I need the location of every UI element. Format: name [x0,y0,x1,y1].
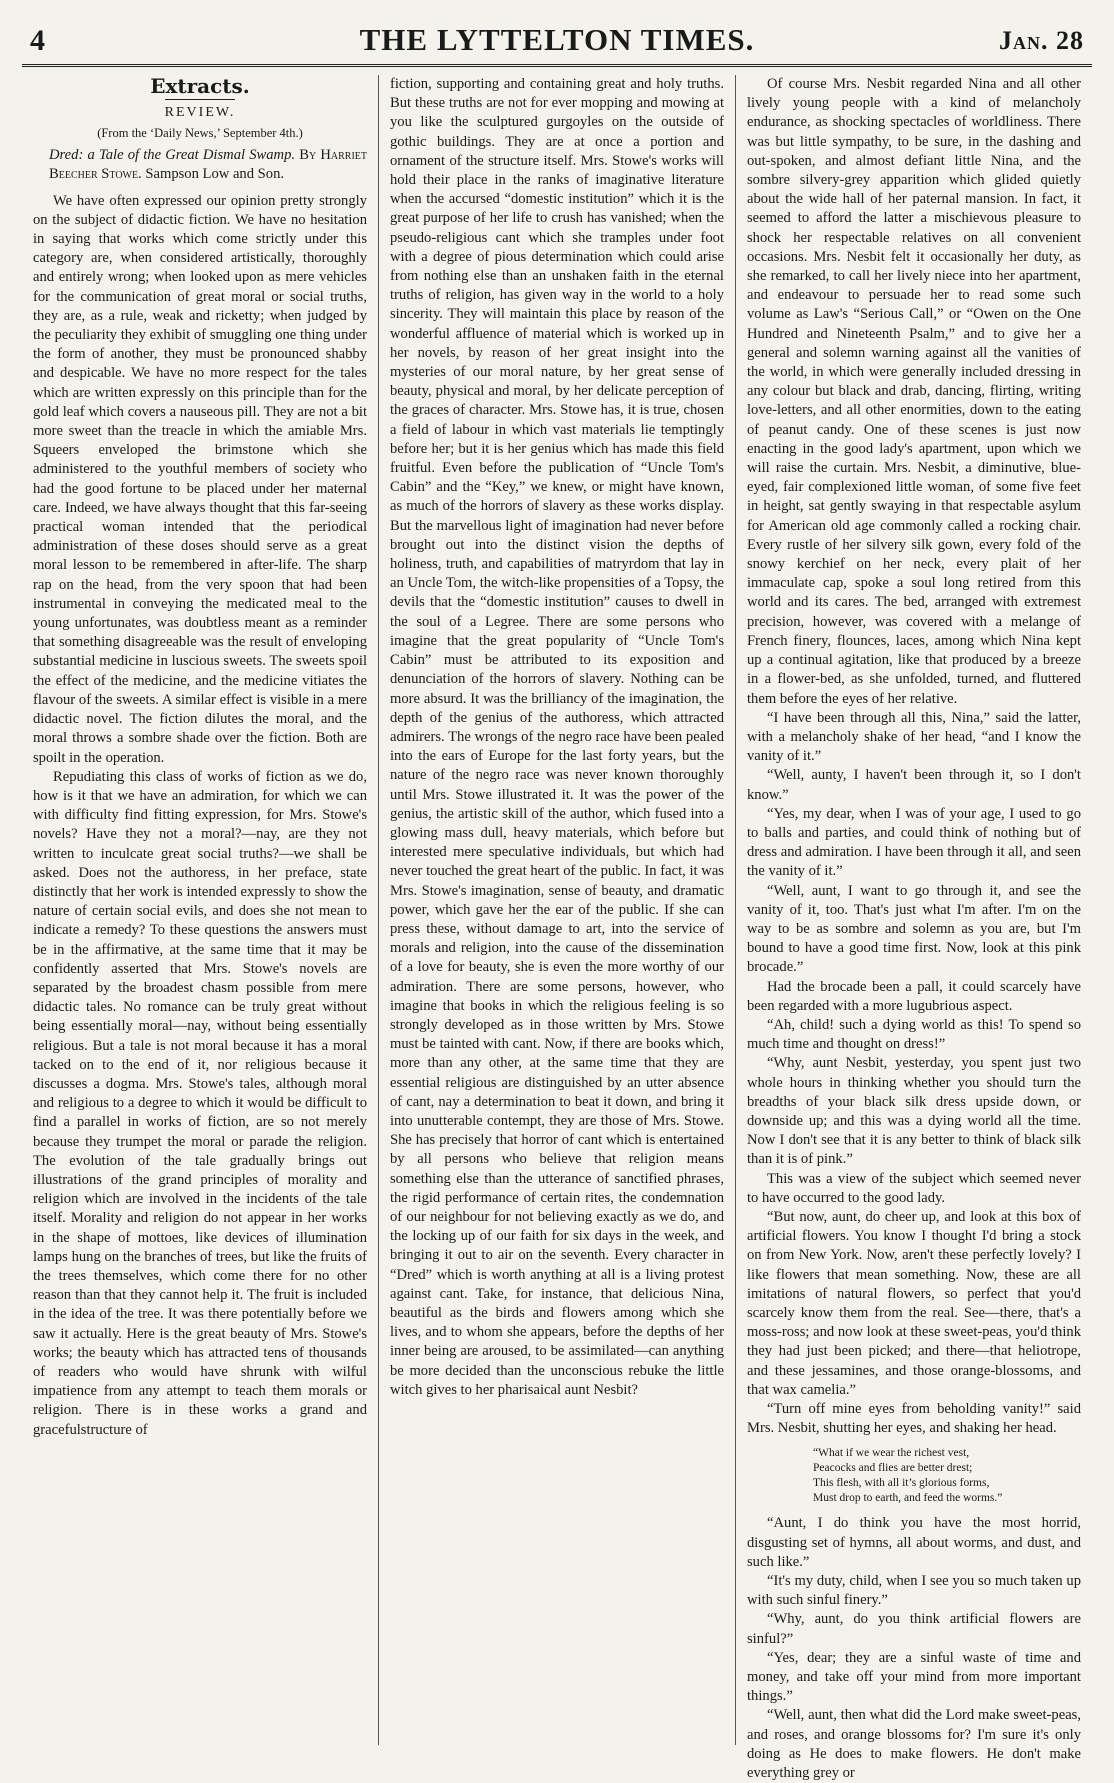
page-number: 4 [30,24,45,57]
verse-line: Peacocks and flies are better drest; [813,1462,973,1475]
review-heading: REVIEW. [164,105,236,121]
paragraph: “Turn off mine eyes from beholding vanity!” said Mrs. Nesbit, shutting her eyes, and shaking her head. [747,1401,1081,1437]
paragraph: “Why, aunt, do you think artificial flowers are sinful?” [747,1611,1081,1647]
paragraph: “Aunt, I do think you have the most horrid, disgusting set of hymns, all about worms, and dust, and such like.” [747,1515,1081,1570]
paragraph: “I have been through all this, Nina,” said the latter, with a melancholy shake of her head, “and I know the vanity of it.” [747,709,1081,765]
paragraph: Repudiating this class of works of fiction as we do, how is it that we have an admiration, for which we can with difficulty find fitting expression, for Mrs. Stowe's novels? Have they not a moral?—nay, are they not written to inculcate great social truths?—we shall be asked. Does not the authoress, in her preface, state distinctly that her work is intended expressly to show the nature of certain social evils, and does she not mean to indicate a remedy? To these questions the answers must be in the affirmative, at the same time that it may be confidently asserted that Mrs. Stowe's novels are separated by the broadest chasm possible from mere didactic tales. No romance can be truly great without being essentially moral—nay, without being essentially religious. But a tale is not moral because it has a moral tacked on to the end of it, nor religious because it discusses a dogma. Mrs. Stowe's tales, although moral and religious to a degree to which it would be difficult to find a parallel in works of fiction, are so not merely because they trumpet the moral or parade the religion. The evolution of the tale gradually brings out illustrations of the grand principles of morality and religion which are involved in the incidents of the tale itself. Morality and religion do not appear in her works in the shape of mottoes, like devices of illumination lamps hung on the branches of trees, but like the fruits of the trees themselves, which come there for no other reason than that they cannot help it. The fruit is included in the idea of the tree. It was there potentially before we saw it actually. Here is the great beauty of Mrs. Stowe's works; the beauty which has attracted tens of thousands of readers who would have shrunk with wilful impatience from any attempt to teach them morals or religion. There is in these works a grand and gracefulstructure of [33,768,367,1438]
hymn-verse [747,1446,1081,1506]
paragraph: We have often expressed our opinion pretty strongly on the subject of didactic fiction. We have no hesitation in saying that works which come strictly under this category are, when considered artistically, thoroughly and entirely wrong; when looked upon as mere vehicles for the communication of great moral or social truths, they are, as a rule, weak and ricketty; when judged by the peculiarity they exhibit of smuggling one thing under the form of another, they must be pronounced shabby and despicable. We have no more respect for the tales which are written expressly on this principle than for the gold leaf which covers a nauseous pill. They are not a bit more sweet than the treacle in which the amiable Mrs. Squeers enveloped the brimstone which she administered to the youthful members of society who had the good fortune to be placed under her maternal care. Indeed, we have always thought that this far-seeing practical woman intended that the periodical administration of these doses should serve as a great moral lesson to be remembered in after-life. The sharp rap on the head, from the very spoon that had been instrumental in conveying the medicated meal to the young unfortunates, was doubtless meant as a reminder that something disagreeable was the result of enveloping substantial medicine in luscious sweets. The sweets spoil the effect of the medicine, and the medicine vitiates the flavour of the sweets. A similar effect is visible in a mere didactic novel. The fiction dilutes the moral, and the moral throws a sombre shade over the fiction. Both are spoilt in the operation. [33,192,367,766]
paragraph: “Yes, dear; they are a sinful waste of time and money, and take off your mind from more important things.” [747,1649,1081,1705]
book-author: By Harriet Beecher Stowe. [49,146,367,182]
divider [165,99,235,100]
paragraph: Of course Mrs. Nesbit regarded Nina and all other lively young people with a kind of melancholy endurance, as shocking spectacles of worldliness. There was but little sympathy, to be sure, in the dashing and out-spoken, and almost defiant little Nina, and the sombre silvery-grey apparition which glided quietly about the wide hall of her paternal mansion. In fact, it seemed to afford the latter a mischievous pleasure to shock her respectable relatives on all convenient occasions. Mrs. Nesbit felt it occasionally her duty, as she remarked, to call her lively niece into her apartment, and endeavour to persuade her to read some such volume as Law's “Serious Call,” or “Owen on the One Hundred and Nineteenth Psalm,” and to give her a general and solemn warning against all the vanities of the world, in which were generally included dressing in any colour but black and drab, dancing, flirting, writing love-letters, and all other enormities, down to the eating of peanut candy. One of these scenes is just now enacting in the good lady's apartment, upon which we will raise the curtain. Mrs. Nesbit, a diminutive, blue-eyed, fair complexioned little woman, of some five feet in height, sat gently swaying in that respectable asylum for American old age commonly called a rocking chair. Every rustle of her silvery silk gown, every fold of the snowy kerchief on her neck, every plait of her immaculate cap, spoke a soul long retired from this world and its cares. The bed, arranged with extremest precision, however, was covered with a melange of French finery, flounces, laces, among which Nina kept up a continual agitation, like that produced by a breeze in a flower-bed, as she unfolded, turned, and fluttered them before the eyes of her relative. [747,76,1081,707]
paragraph: “Yes, my dear, when I was of your age, I used to go to balls and parties, and could think of nothing but of dress and admiration. I have been through it all, and seen the vanity of it.” [747,805,1081,880]
verse-line: “What if we wear the richest vest, [813,1447,970,1460]
issue-date: Jan. 28 [999,26,1084,55]
verse-line: This flesh, with all it’s glorious forms, [813,1477,990,1490]
verse-line: Must drop to earth, and feed the worms.” [813,1492,1003,1505]
column-2 [378,75,735,1745]
paragraph: “Well, aunt, I want to go through it, and see the vanity of it, too. That's just what I'm after. I'm on the way to be as sombre and solemn as you are, but I'm bound to have a good time first. Now, look at this pink brocade.” [747,882,1081,976]
section-heading: Extracts. [150,74,250,98]
book-citation [33,146,367,184]
column-3 [735,75,1092,1782]
masthead [22,18,1092,67]
column-1 [22,75,378,1745]
paragraph: fiction, supporting and containing great and holy truths. But these truths are not for ever mopping and mowing at you like the sculptured gurgoyles on the outside of gothic buildings. They are at once a portion and ornament of the structure itself. Mrs. Stowe's works will hold their place in the ranks of imaginative literature when the accursed “domestic institution” which it is the great purpose of her life to crush has vanished; when the pseudo-religious cant which she tramples under foot with a degree of pious determination which could arise from nothing else than an unshaken faith in the eternal truths of religion, has given way in the world to a holy sincerity. They will maintain this place by reason of the wonderful affluence of material which is worked up in her novels, by reason of her great insight into the mysteries of our moral nature, by her great sense of beauty, physical and moral, by her delicate perception of the graces of character. Mrs. Stowe has, it is true, chosen a field of labour in which vast materials lie temptingly before her; but it is her genius which has made this field fruitful. Even before the publication of “Uncle Tom's Cabin” and the “Key,” we knew, or might have known, as much of the horrors of slavery as these works display. But the marvellous light of imagination had never before brought out into the distinct vision the depths of holiness, truth, and capabilities of matryrdom that lay in an Uncle Tom, the witch-like propensities of a Topsy, the devils that the “domestic institution” causes to dwell in the soul of a Legree. There are some persons who imagine that the great popularity of “Uncle Tom's Cabin” must be attributed to its exposition and denunciation of the horrors of slavery. Nothing can be more absurd. It was the brilliancy of the imagination, the depth of the genius of the authoress, which attracted admirers. The wrongs of the negro race have been pealed into the ears of Europe for the last forty years, but the nature of the negro race was never known thoroughly until Mrs. Stowe illustrated it. It was the power of the genius, the artistic skill of the author, which fused into a glowing mass dull, heavy materials, which before but interested mere speculative individuals, but which had never touched the great heart of the public. In fact, it was Mrs. Stowe's imagination, sense of beauty, and dramatic power, which gave her the ear of the public. If she can press these, without damage to art, into the service of morals and religion, into the cause of the dissemination of a love for beauty, she is even the more worthy of our admiration. There are some persons, however, who imagine that books in which the religious feeling is so strongly developed as in those written by Mrs. Stowe must be tainted with cant. Now, if there are books which, more than any other, at the same time that they are essential religious are distinguished by an utter absence of cant, nay a determination to beat it down, and bring it into unutterable contempt, they are those of Mrs. Stowe. She has precisely that horror of cant which is entertained by all persons who believe that religion means something else than the utterance of sanctified phrases, the rigid performance of certain rites, the condemnation of our neighbour for not believing exactly as we do, and the locking up of our faith for six days in the week, and bringing it out to air on the seventh. Every character in “Dred” which is worth anything at all is a living protest against cant. Take, for instance, that delicious Nina, beautiful as the birds and flowers among which she lives, and to whom she appears, before the depths of her inner being are aroused, to be assimilated—can anything be more decided than the unconscious rebuke the little witch gives to her pharisaical aunt Nesbit? [390,76,724,1398]
columns [22,74,1092,1782]
book-publisher: Sampson Low and Son. [145,165,285,182]
paragraph: Had the brocade been a pall, it could scarcely have been regarded with a more lugubrious aspect. [747,978,1081,1014]
newspaper-title: THE LYTTELTON TIMES. [359,22,755,57]
paragraph: “Well, aunty, I haven't been through it, so I don't know.” [747,767,1081,803]
paragraph: This was a view of the subject which seemed never to have occurred to the good lady. [747,1170,1081,1206]
paragraph: “But now, aunt, do cheer up, and look at this box of artificial flowers. You know I thought I'd bring a stock on from New York. Now, aren't these perfectly lovely? I like flowers that mean something. Now, these are all imitations of natural flowers, so perfect that you'd scarcely know them from the real. See—there, that's a moss-ross; and now look at these sweet-peas, you'd think they had just been picked; and there—that heliotrope, and these jessamines, and those orange-blossoms, and that wax camelia.” [747,1208,1081,1398]
paragraph: “It's my duty, child, when I see you so much taken up with such sinful finery.” [747,1573,1081,1609]
source-line: (From the ‘Daily News,’ September 4th.) [97,126,303,141]
book-title: Dred: a Tale of the Great Dismal Swamp. [49,146,296,163]
paragraph: “Why, aunt Nesbit, yesterday, you spent just two whole hours in thinking whether you should turn the breadths of your black silk dress upside down, or downside up; and this was a dying world all the time. Now I don't see that it is any better to think of black silk than it is of pink.” [747,1055,1081,1168]
paragraph: “Well, aunt, then what did the Lord make sweet-peas, and roses, and orange blossoms for? I'm sure it's only doing as He does to make flowers. He don't make everything grey or [747,1707,1081,1782]
paragraph: “Ah, child! such a dying world as this! To spend so much time and thought on dress!” [747,1016,1081,1053]
